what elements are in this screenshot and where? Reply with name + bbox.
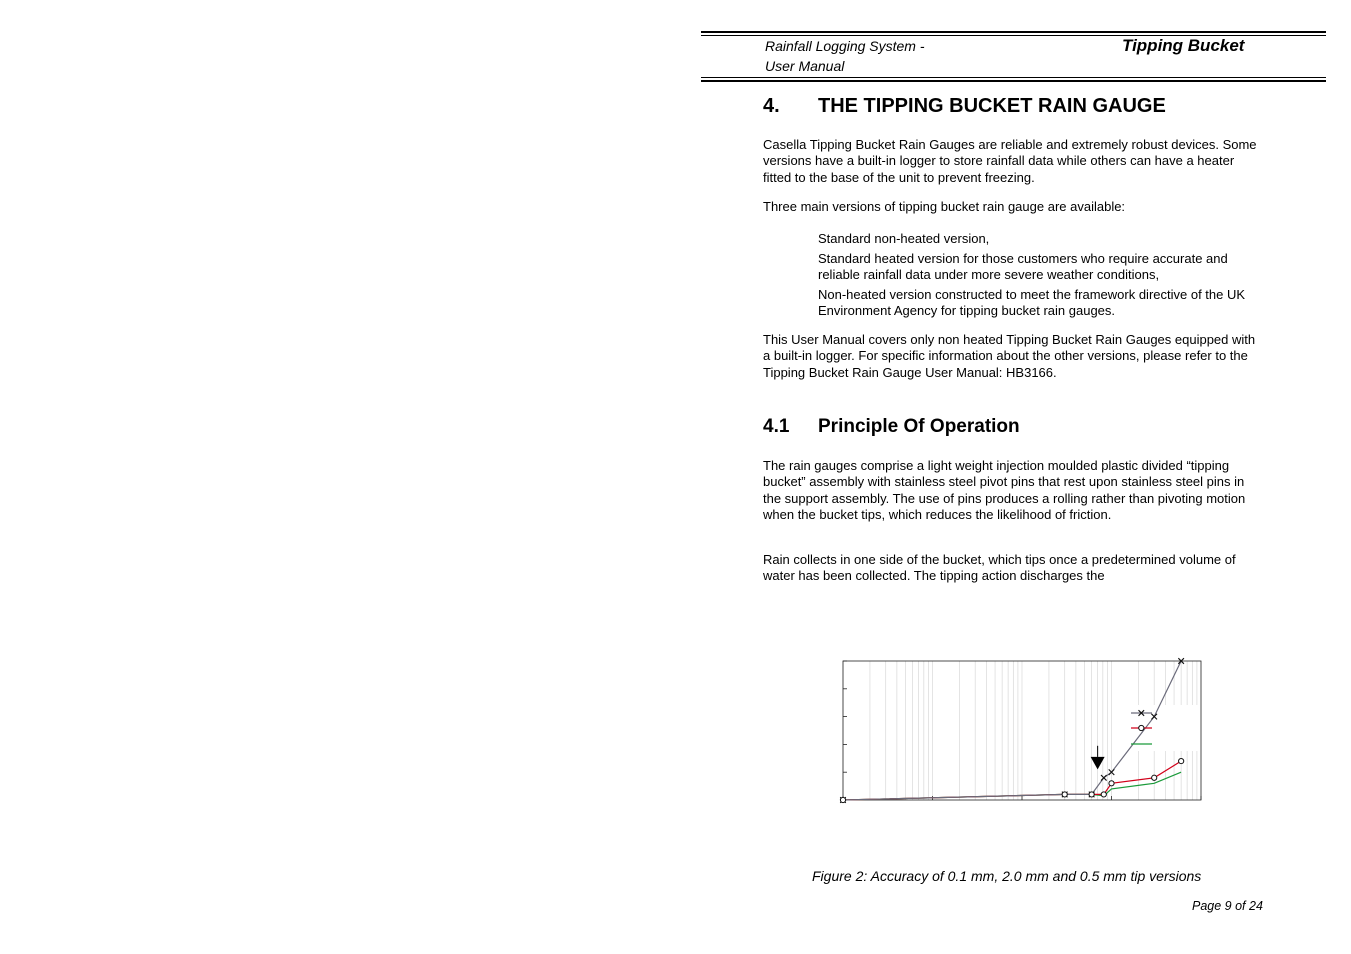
chart-series-line — [843, 761, 1181, 800]
page-number: Page 9 of 24 — [1192, 899, 1263, 913]
list-item: Standard non-heated version, — [818, 231, 990, 246]
subsection-paragraph-2: Rain collects in one side of the bucket, which tips once a predetermined volume of water has been collected. The tipping action discharges the — [763, 552, 1236, 584]
chart-point-circle — [1101, 792, 1106, 797]
section-title: THE TIPPING BUCKET RAIN GAUGE — [818, 95, 1166, 117]
section-paragraph-3: This User Manual covers only non heated Tipping Bucket Rain Gauges equipped with a built-in logger. For specific information about the other versions, please refer to the Tipping Bucket Rain Gauge User Manual: HB3166. — [763, 332, 1256, 380]
list-item: Standard heated version for those customers who require accurate and reliable rainfall data under more severe weather conditions, — [818, 251, 1228, 283]
chart-legend-marker-circle — [1139, 725, 1144, 730]
header-title-line1: Rainfall Logging System - — [765, 38, 925, 54]
section-paragraph-1: Casella Tipping Bucket Rain Gauges are reliable and extremely robust devices. Some versions have a built-in logger to store rainfall data while others can have a heater fitted to the base of the unit to prevent freezing. — [763, 137, 1257, 185]
chart-point-circle — [840, 797, 845, 802]
header-title-line2: User Manual — [765, 58, 845, 74]
subsection-title: Principle Of Operation — [818, 416, 1020, 437]
header-right-title: Tipping Bucket — [1122, 36, 1245, 55]
chart-point-circle — [1109, 781, 1114, 786]
chart-point-circle — [1152, 775, 1157, 780]
chart-point-cross — [1101, 775, 1107, 781]
chart-point-circle — [1089, 792, 1094, 797]
chart-point-circle — [1062, 792, 1067, 797]
accuracy-chart-svg — [830, 652, 1210, 812]
figure-caption: Figure 2: Accuracy of 0.1 mm, 2.0 mm and 0.5 mm tip versions — [812, 868, 1202, 884]
section-number: 4. — [763, 95, 780, 117]
subsection-number: 4.1 — [763, 416, 790, 437]
section-heading — [763, 95, 1166, 118]
list-item: Non-heated version constructed to meet the framework directive of the UK Environment Agency for tipping bucket rain gauges. — [818, 287, 1246, 319]
section-paragraph-2: Three main versions of tipping bucket rain gauge are available: — [763, 199, 1126, 214]
accuracy-chart — [830, 652, 1210, 812]
chart-point-circle — [1179, 758, 1184, 763]
running-header — [765, 36, 925, 76]
header-bottom-rule-thin — [701, 77, 1326, 78]
subsection-heading — [763, 416, 1020, 438]
header-top-rule — [701, 31, 1326, 33]
subsection-paragraph-1: The rain gauges comprise a light weight injection moulded plastic divided “tipping bucket” assembly with stainless steel pivot pins that rest upon stainless steel pins in the support assembly. The use of pins produces a rolling rather than pivoting motion when the bucket tips, which reduces the likelihood of friction. — [763, 458, 1246, 523]
header-bottom-rule — [701, 80, 1326, 82]
